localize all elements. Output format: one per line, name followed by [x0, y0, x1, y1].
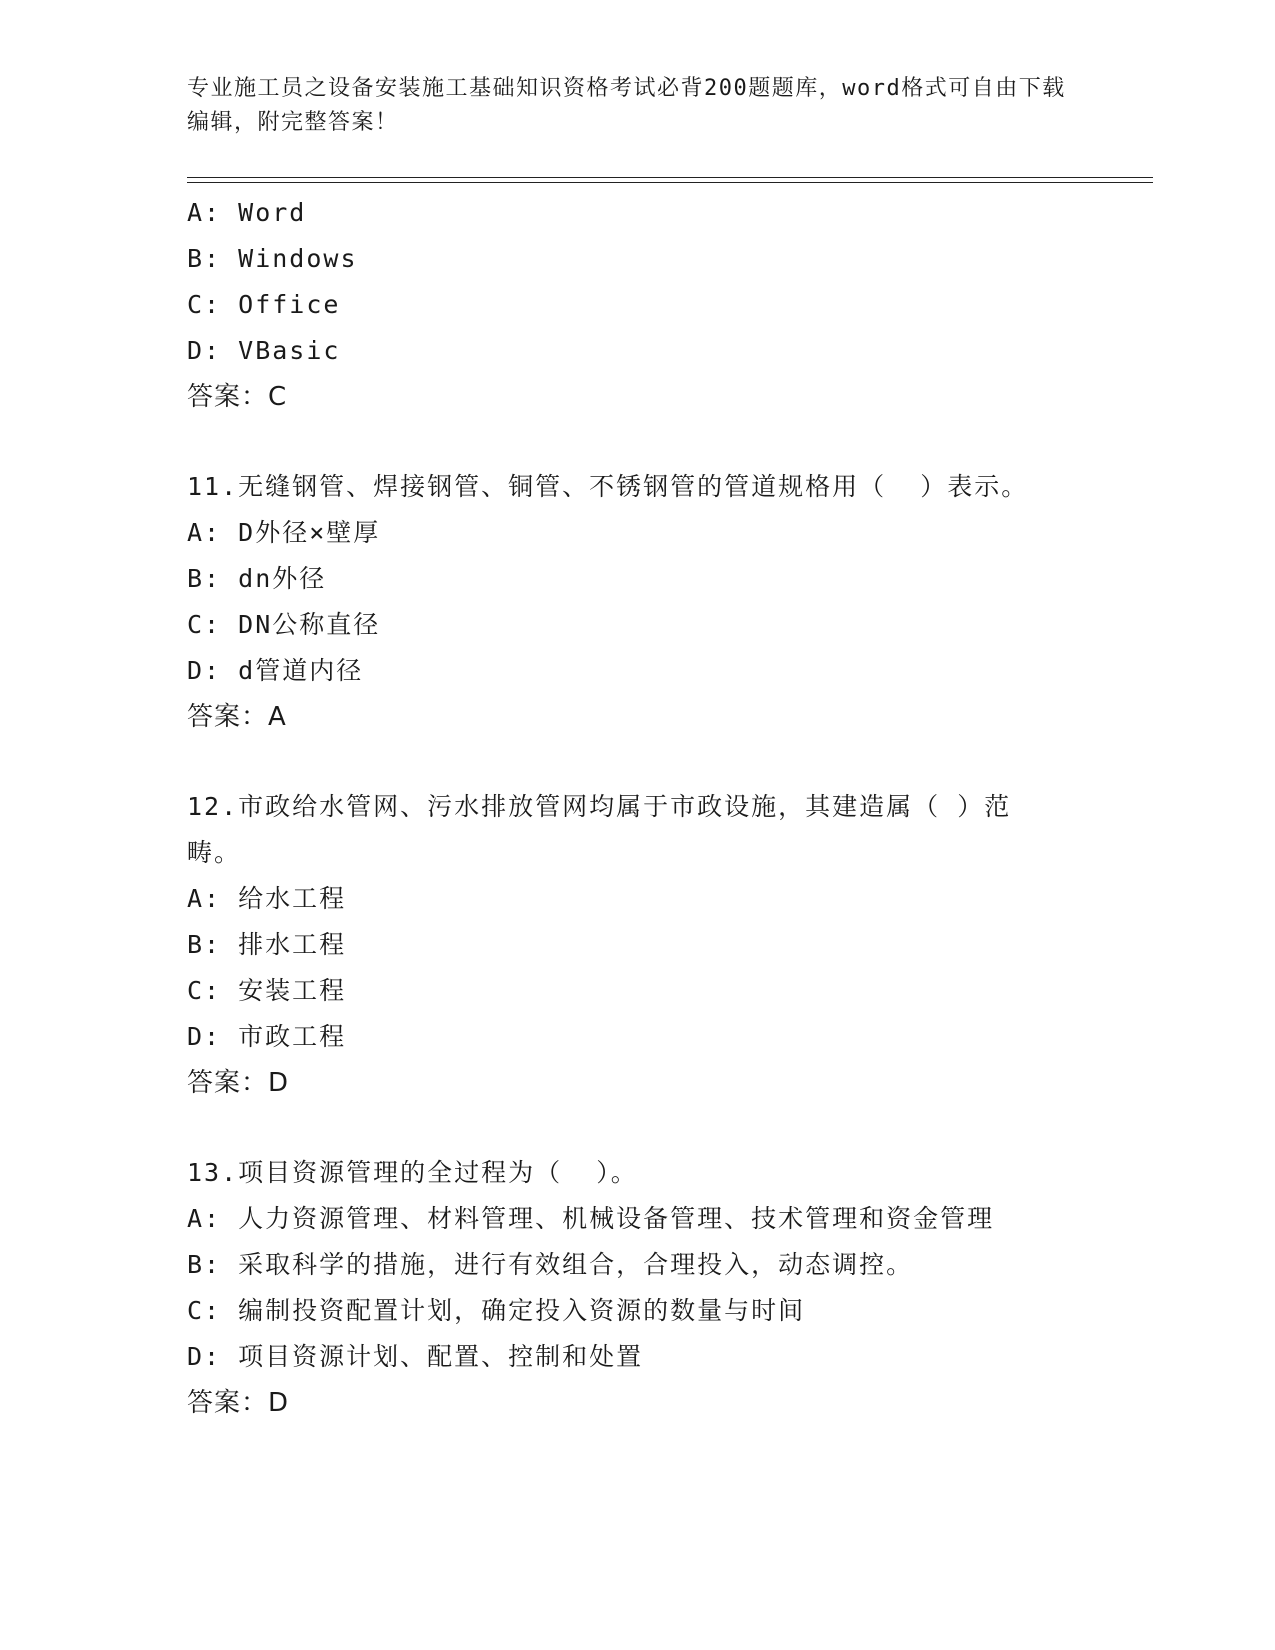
question-block	[187, 190, 1067, 420]
option-d: D: 项目资源计划、配置、控制和处置	[187, 1342, 644, 1371]
option-b: B: 采取科学的措施，进行有效组合，合理投入，动态调控。	[187, 1250, 914, 1279]
answer: 答案：A	[187, 702, 287, 732]
question-stem: 11.无缝钢管、焊接钢管、铜管、不锈钢管的管道规格用（ ）表示。	[187, 472, 1029, 501]
option-c: C: DN公称直径	[187, 610, 381, 639]
option-c: C: 编制投资配置计划，确定投入资源的数量与时间	[187, 1296, 806, 1325]
option-a: A: Word	[187, 198, 307, 227]
option-b: B: Windows	[187, 244, 358, 273]
option-c: C: 安装工程	[187, 976, 347, 1005]
option-a: A: 人力资源管理、材料管理、机械设备管理、技术管理和资金管理	[187, 1204, 995, 1233]
option-b: B: 排水工程	[187, 930, 347, 959]
question-block	[187, 784, 1067, 1106]
answer: 答案：D	[187, 1388, 290, 1418]
spacer	[187, 420, 1067, 464]
option-d: D: d管道内径	[187, 656, 364, 685]
option-d: D: VBasic	[187, 336, 341, 365]
option-c: C: Office	[187, 290, 341, 319]
question-block	[187, 1150, 1067, 1426]
header-divider-bottom	[187, 182, 1153, 183]
option-b: B: dn外径	[187, 564, 327, 593]
answer: 答案：D	[187, 1068, 290, 1098]
header-divider-top	[187, 177, 1153, 178]
question-stem: 12.市政给水管网、污水排放管网均属于市政设施，其建造属（ ）范畴。	[187, 792, 1012, 867]
question-block	[187, 464, 1067, 740]
answer: 答案：C	[187, 382, 288, 412]
option-d: D: 市政工程	[187, 1022, 347, 1051]
spacer	[187, 740, 1067, 784]
spacer	[187, 1106, 1067, 1150]
option-a: A: D外径×壁厚	[187, 518, 381, 547]
question-list	[187, 190, 1067, 1426]
document-header: 专业施工员之设备安装施工基础知识资格考试必背200题题库，word格式可自由下载编辑，附完整答案！	[187, 76, 1066, 135]
question-stem: 13.项目资源管理的全过程为（ ）。	[187, 1158, 638, 1187]
option-a: A: 给水工程	[187, 884, 347, 913]
